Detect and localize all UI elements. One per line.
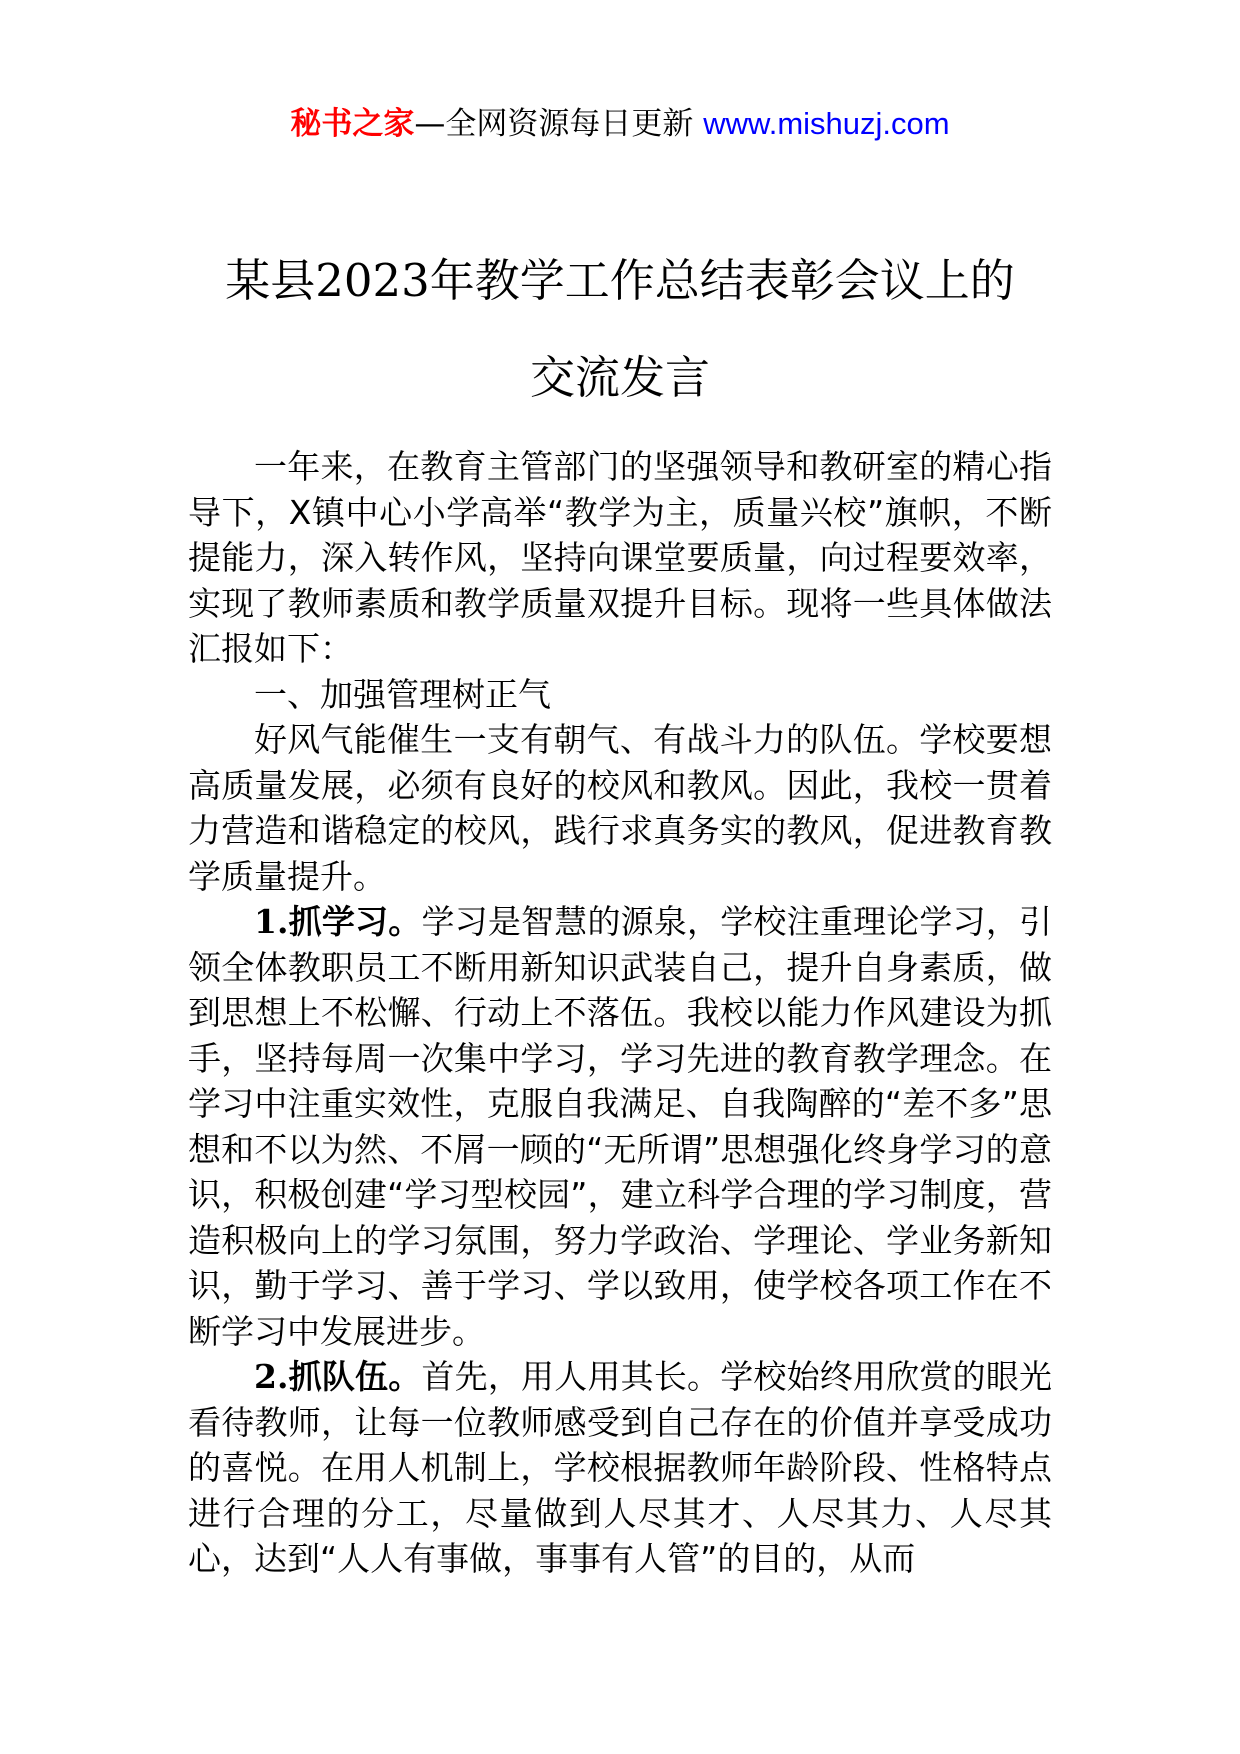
document-title — [0, 232, 1240, 426]
title-line-1: 某县2023年教学工作总结表彰会议上的 — [225, 254, 1015, 307]
item-paragraph-study — [188, 899, 1052, 1354]
item-paragraph-team — [188, 1354, 1052, 1582]
brand-name: 秘书之家 — [290, 106, 415, 142]
section-heading: 一、加强管理树正气 — [254, 674, 551, 714]
title-line-2: 交流发言 — [529, 351, 710, 404]
site-url-link[interactable]: www.mishuzj.com — [703, 106, 950, 141]
document-body — [188, 444, 1052, 1582]
header-slogan: —全网资源每日更新 — [414, 106, 704, 142]
site-header — [0, 104, 1240, 144]
intro-paragraph: 一年来，在教育主管部门的坚强领导和教研室的精心指导下，X镇中心小学高举“教学为主，质量兴校”旗帜，不断提能力，深入转作风，坚持向课堂要质量，向过程要效率，实现了教师素质和教学质量双提升目标。现将一些具体做法汇报如下： — [188, 447, 1052, 668]
item-text-study: 学习是智慧的源泉，学校注重理论学习，引领全体教职员工不断用新知识武装自己，提升自身素质，做到思想上不松懈、行动上不落伍。我校以能力作风建设为抓手，坚持每周一次集中学习，学习先进的教育教学理念。在学习中注重实效性，克服自我满足、自我陶醉的“差不多”思想和不以为然、不屑一顾的“无所谓”思想强化终身学习的意识，积极创建“学习型校园”，建立科学合理的学习制度，营造积极向上的学习氛围，努力学政治、学理论、学业务新知识，勤于学习、善于学习、学以致用，使学校各项工作在不断学习中发展进步。 — [188, 902, 1053, 1351]
section-paragraph: 好风气能催生一支有朝气、有战斗力的队伍。学校要想高质量发展，必须有良好的校风和教风。因此，我校一贯着力营造和谐稳定的校风，践行求真务实的教风，促进教育教学质量提升。 — [188, 720, 1052, 896]
item-lead-study: 1.抓学习。 — [254, 902, 422, 941]
item-text-team: 首先，用人用其长。学校始终用欣赏的眼光看待教师，让每一位教师感受到自己存在的价值并享受成功的喜悦。在用人机制上，学校根据教师年龄阶段、性格特点进行合理的分工，尽量做到人尽其才、人尽其力、人尽其心，达到“人人有事做，事事有人管”的目的，从而 — [188, 1357, 1053, 1578]
item-lead-team: 2.抓队伍。 — [254, 1357, 422, 1396]
